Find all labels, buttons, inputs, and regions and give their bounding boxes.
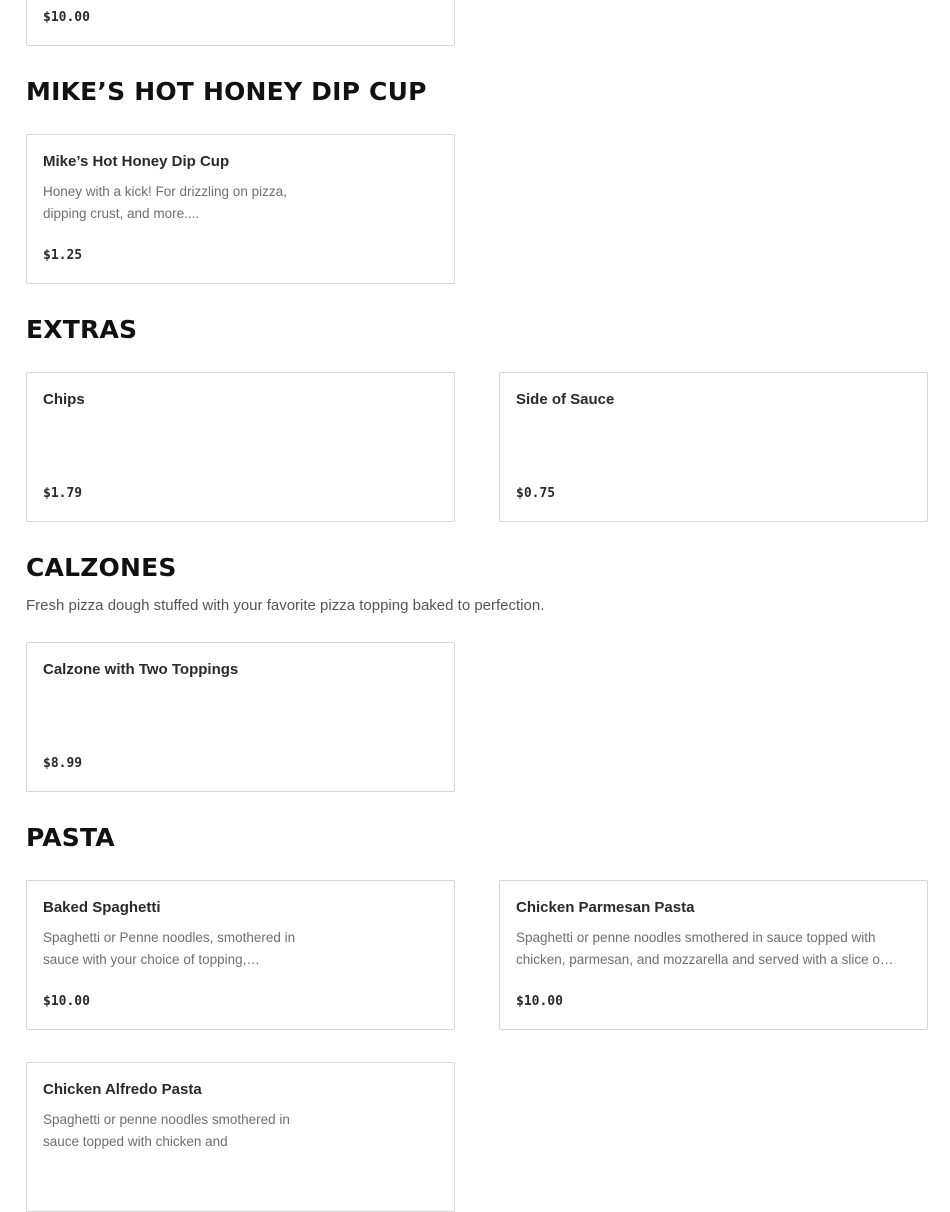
item-name: Mike’s Hot Honey Dip Cup: [43, 153, 230, 170]
menu-item-card-chicken-alfredo-pasta[interactable]: [26, 1062, 455, 1212]
item-price: $8.99: [43, 756, 83, 771]
item-price: $0.75: [516, 486, 556, 501]
item-name: Chicken Parmesan Pasta: [516, 899, 695, 916]
menu-item-card-calzone-two-toppings[interactable]: [26, 642, 455, 792]
item-price: $1.25: [43, 248, 83, 263]
item-price: $10.00: [516, 994, 563, 1009]
item-name: Chips: [43, 391, 85, 408]
menu-item-card-chips[interactable]: [26, 372, 455, 522]
item-description: Spaghetti or Penne noodles, smothered in sauce with your choice of topping,…: [43, 930, 296, 967]
item-name: Baked Spaghetti: [43, 899, 161, 916]
item-name: Chicken Alfredo Pasta: [43, 1081, 202, 1098]
section-title-extras: EXTRAS: [26, 315, 138, 344]
item-price: $10.00: [43, 994, 90, 1009]
menu-item-card-side-of-sauce[interactable]: [499, 372, 928, 522]
section-title-hot-honey: MIKE’S HOT HONEY DIP CUP: [26, 77, 427, 106]
item-description: Spaghetti or penne noodles smothered in sauce topped with chicken and: [43, 1112, 290, 1149]
section-description-calzones: Fresh pizza dough stuffed with your favorite pizza topping baked to perfection.: [26, 597, 545, 614]
menu-item-card-hot-honey-dip-cup[interactable]: [26, 134, 455, 284]
menu-item-card-partial[interactable]: [26, 0, 455, 46]
section-title-pasta: PASTA: [26, 823, 115, 852]
section-title-calzones: CALZONES: [26, 553, 177, 582]
item-name: Calzone with Two Toppings: [43, 661, 239, 678]
item-description: Spaghetti or penne noodles smothered in sauce topped with chicken, parmesan, and mozzarella and served with a slice o…: [516, 930, 894, 967]
item-name: Side of Sauce: [516, 391, 615, 408]
item-description: Honey with a kick! For drizzling on pizza, dipping crust, and more....: [43, 184, 287, 221]
item-price: $10.00: [43, 10, 90, 25]
item-price: $1.79: [43, 486, 83, 501]
menu-item-card-baked-spaghetti[interactable]: [26, 880, 455, 1030]
menu-item-card-chicken-parmesan-pasta[interactable]: [499, 880, 928, 1030]
